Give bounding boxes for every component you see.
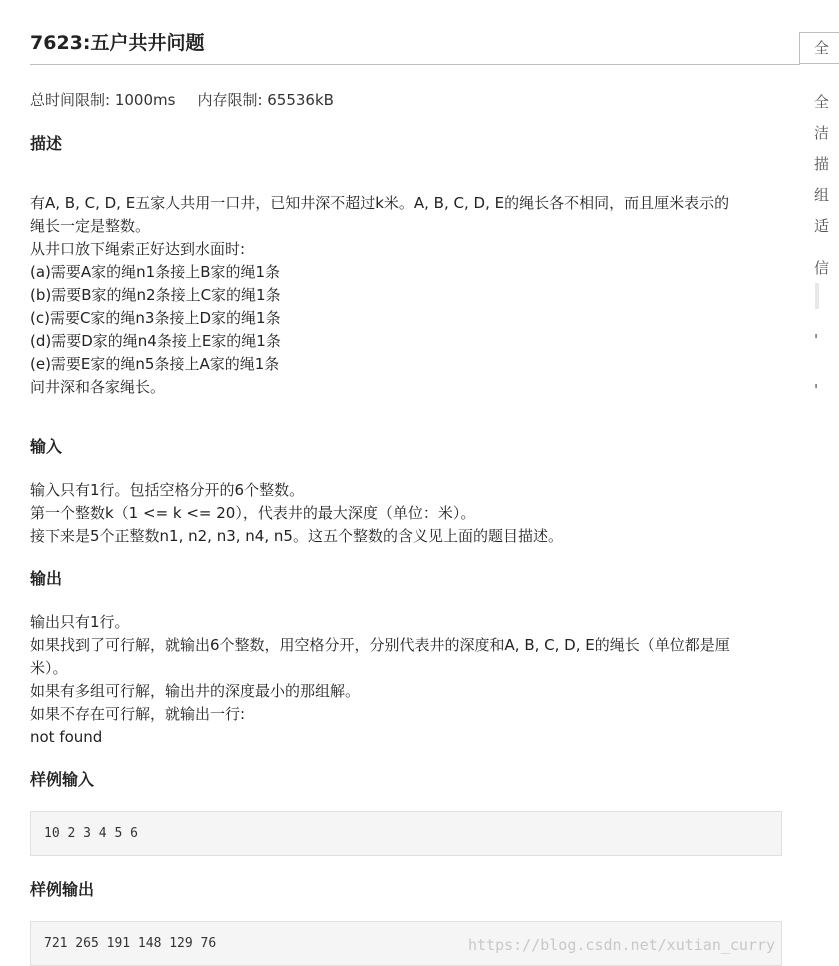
input-line: 第一个整数k（1 <= k <= 20），代表井的最大深度（单位：米）。 xyxy=(30,504,476,522)
description-line: (b)需要B家的绳n2条接上C家的绳1条 xyxy=(30,286,281,304)
description-line: 绳长一定是整数。 xyxy=(30,217,151,235)
description-line: (d)需要D家的绳n4条接上E家的绳1条 xyxy=(30,332,281,350)
description-text xyxy=(30,192,780,399)
sample-output-heading: 样例输出 xyxy=(30,880,95,899)
page-title: 7623:五户共井问题 xyxy=(30,32,205,54)
description-line: (a)需要A家的绳n1条接上B家的绳1条 xyxy=(30,263,281,281)
title-bar xyxy=(30,28,800,65)
description-line: (e)需要E家的绳n5条接上A家的绳1条 xyxy=(30,355,280,373)
input-text xyxy=(30,479,780,548)
sample-input-heading: 样例输入 xyxy=(30,770,95,789)
input-line: 接下来是5个正整数n1, n2, n3, n4, n5。这五个整数的含义见上面的题目描述。 xyxy=(30,527,563,545)
limits-line xyxy=(30,90,334,110)
input-line: 输入只有1行。包括空格分开的6个整数。 xyxy=(30,481,305,499)
output-line: 如果有多组可行解，输出井的深度最小的那组解。 xyxy=(30,682,361,700)
description-line: (c)需要C家的绳n3条接上D家的绳1条 xyxy=(30,309,281,327)
output-line: 米）。 xyxy=(30,659,68,677)
sidebar-item[interactable]: 全 xyxy=(814,93,830,111)
output-line: not found xyxy=(30,728,103,746)
sample-input-box[interactable] xyxy=(30,811,782,856)
description-line: 问井深和各家绳长。 xyxy=(30,378,166,396)
output-line: 如果不存在可行解，就输出一行: xyxy=(30,705,246,723)
output-line: 输出只有1行。 xyxy=(30,613,130,631)
sidebar-heading: 信 xyxy=(814,259,830,277)
sidebar-mark: ' xyxy=(814,331,819,349)
output-text xyxy=(30,611,780,749)
sidebar-item[interactable]: 适 xyxy=(814,217,830,235)
output-line: 如果找到了可行解，就输出6个整数，用空格分开，分别代表井的深度和A, B, C, D, E的绳长（单位都是厘 xyxy=(30,636,730,654)
description-line: 有A, B, C, D, E五家人共用一口井，已知井深不超过k米。A, B, C, D, E的绳长各不相同，而且厘米表示的 xyxy=(30,194,730,212)
output-heading: 输出 xyxy=(30,569,63,588)
watermark: https://blog.csdn.net/xutian_curry xyxy=(468,936,776,954)
sidebar-panel-title: 全 xyxy=(814,39,830,57)
description-line: 从井口放下绳索正好达到水面时: xyxy=(30,240,246,258)
sidebar-item[interactable]: 描 xyxy=(814,155,830,173)
description-heading: 描述 xyxy=(30,134,63,153)
time-limit: 总时间限制: 1000ms xyxy=(30,91,176,109)
sample-output-code: 721 265 191 148 129 76 xyxy=(44,936,217,951)
memory-limit: 内存限制: 65536kB xyxy=(197,91,334,109)
sample-input-code: 10 2 3 4 5 6 xyxy=(44,826,138,841)
sidebar-input-bar[interactable] xyxy=(815,283,819,309)
sidebar-mark: ' xyxy=(814,381,819,399)
input-heading: 输入 xyxy=(30,437,63,456)
sidebar-item[interactable]: 洁 xyxy=(814,124,830,142)
sidebar-item[interactable]: 组 xyxy=(814,186,830,204)
